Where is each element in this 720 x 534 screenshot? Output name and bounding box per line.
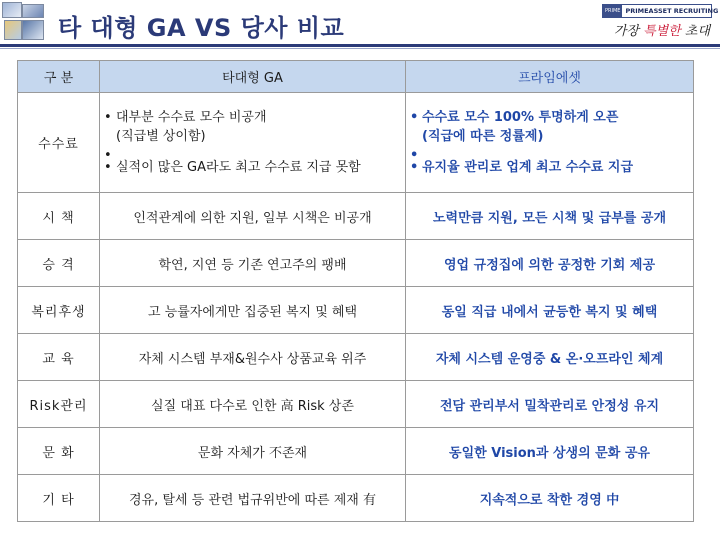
brand-name: PRIMEASSET RECRUITING bbox=[625, 7, 719, 15]
other-ga-cell bbox=[100, 93, 406, 193]
prime-asset-cell: 영업 규정집에 의한 공정한 기회 제공 bbox=[406, 240, 694, 287]
slogan-post: 초대 bbox=[680, 24, 710, 39]
prime-asset-cell bbox=[406, 93, 694, 193]
row-category: 시 책 bbox=[18, 193, 100, 240]
row-category: 수수료 bbox=[18, 93, 100, 193]
table-row bbox=[18, 287, 694, 334]
table-row bbox=[18, 475, 694, 522]
header-prime-asset: 프라임에셋 bbox=[406, 61, 694, 93]
row-category: 승 격 bbox=[18, 240, 100, 287]
thumbnail-image bbox=[2, 2, 22, 18]
other-ga-cell: 인적관계에 의한 지원, 일부 시책은 비공개 bbox=[100, 193, 406, 240]
thumbnail-image bbox=[22, 20, 44, 40]
prime-asset-cell: 동일한 Vision과 상생의 문화 공유 bbox=[406, 428, 694, 475]
slogan-pre: 가장 bbox=[613, 24, 644, 39]
table-header-row bbox=[18, 61, 694, 93]
row-category: Risk관리 bbox=[18, 381, 100, 428]
thumbnail-collage-logo bbox=[2, 2, 44, 40]
table-row bbox=[18, 334, 694, 381]
thumbnail-image bbox=[22, 4, 44, 18]
brand-logo bbox=[602, 4, 719, 18]
comparison-table bbox=[17, 60, 694, 522]
other-ga-cell: 경유, 탈세 등 관련 법규위반에 따른 제재 有 bbox=[100, 475, 406, 522]
header-divider-thin bbox=[0, 48, 720, 49]
prime-asset-cell: 노력만큼 지원, 모든 시책 및 급부를 공개 bbox=[406, 193, 694, 240]
slide-header bbox=[0, 0, 720, 46]
header-category: 구 분 bbox=[18, 61, 100, 93]
thumbnail-image bbox=[4, 20, 22, 40]
page-title: 타 대형 GA VS 당사 비교 bbox=[58, 14, 345, 42]
table-row bbox=[18, 240, 694, 287]
spacer bbox=[104, 146, 401, 158]
list-item: • 유지율 관리로 업계 최고 수수료 지급 bbox=[410, 158, 689, 177]
list-item: • 실적이 많은 GA라도 최고 수수료 지급 못함 bbox=[104, 158, 401, 177]
prime-asset-cell: 자체 시스템 운영중 & 온·오프라인 체계 bbox=[406, 334, 694, 381]
list-item: • 대부분 수수료 모수 비공개 (직급별 상이함) bbox=[104, 108, 401, 146]
header-other-ga: 타대형 GA bbox=[100, 61, 406, 93]
table-row bbox=[18, 428, 694, 475]
table-row bbox=[18, 381, 694, 428]
slogan-highlight: 특별한 bbox=[643, 24, 681, 39]
row-category: 교 육 bbox=[18, 334, 100, 381]
list-item: • 수수료 모수 100% 투명하게 오픈 (직급에 따른 정률제) bbox=[410, 108, 689, 146]
header-divider bbox=[0, 44, 720, 47]
other-ga-cell: 학연, 지연 등 기존 연고주의 팽배 bbox=[100, 240, 406, 287]
row-category: 문 화 bbox=[18, 428, 100, 475]
slogan bbox=[614, 20, 710, 39]
other-ga-cell: 문화 자체가 不존재 bbox=[100, 428, 406, 475]
table-row bbox=[18, 193, 694, 240]
prime-asset-cell: 지속적으로 착한 경영 中 bbox=[406, 475, 694, 522]
row-category: 복리후생 bbox=[18, 287, 100, 334]
other-ga-cell: 실질 대표 다수로 인한 高 Risk 상존 bbox=[100, 381, 406, 428]
row-category: 기 타 bbox=[18, 475, 100, 522]
brand-tag: PRIME bbox=[603, 5, 622, 17]
other-ga-cell: 고 능률자에게만 집중된 복지 및 혜택 bbox=[100, 287, 406, 334]
prime-asset-cell: 전담 관리부서 밀착관리로 안정성 유지 bbox=[406, 381, 694, 428]
table-row bbox=[18, 93, 694, 193]
other-ga-cell: 자체 시스템 부재&원수사 상품교육 위주 bbox=[100, 334, 406, 381]
prime-asset-cell: 동일 직급 내에서 균등한 복지 및 혜택 bbox=[406, 287, 694, 334]
spacer bbox=[410, 146, 689, 158]
